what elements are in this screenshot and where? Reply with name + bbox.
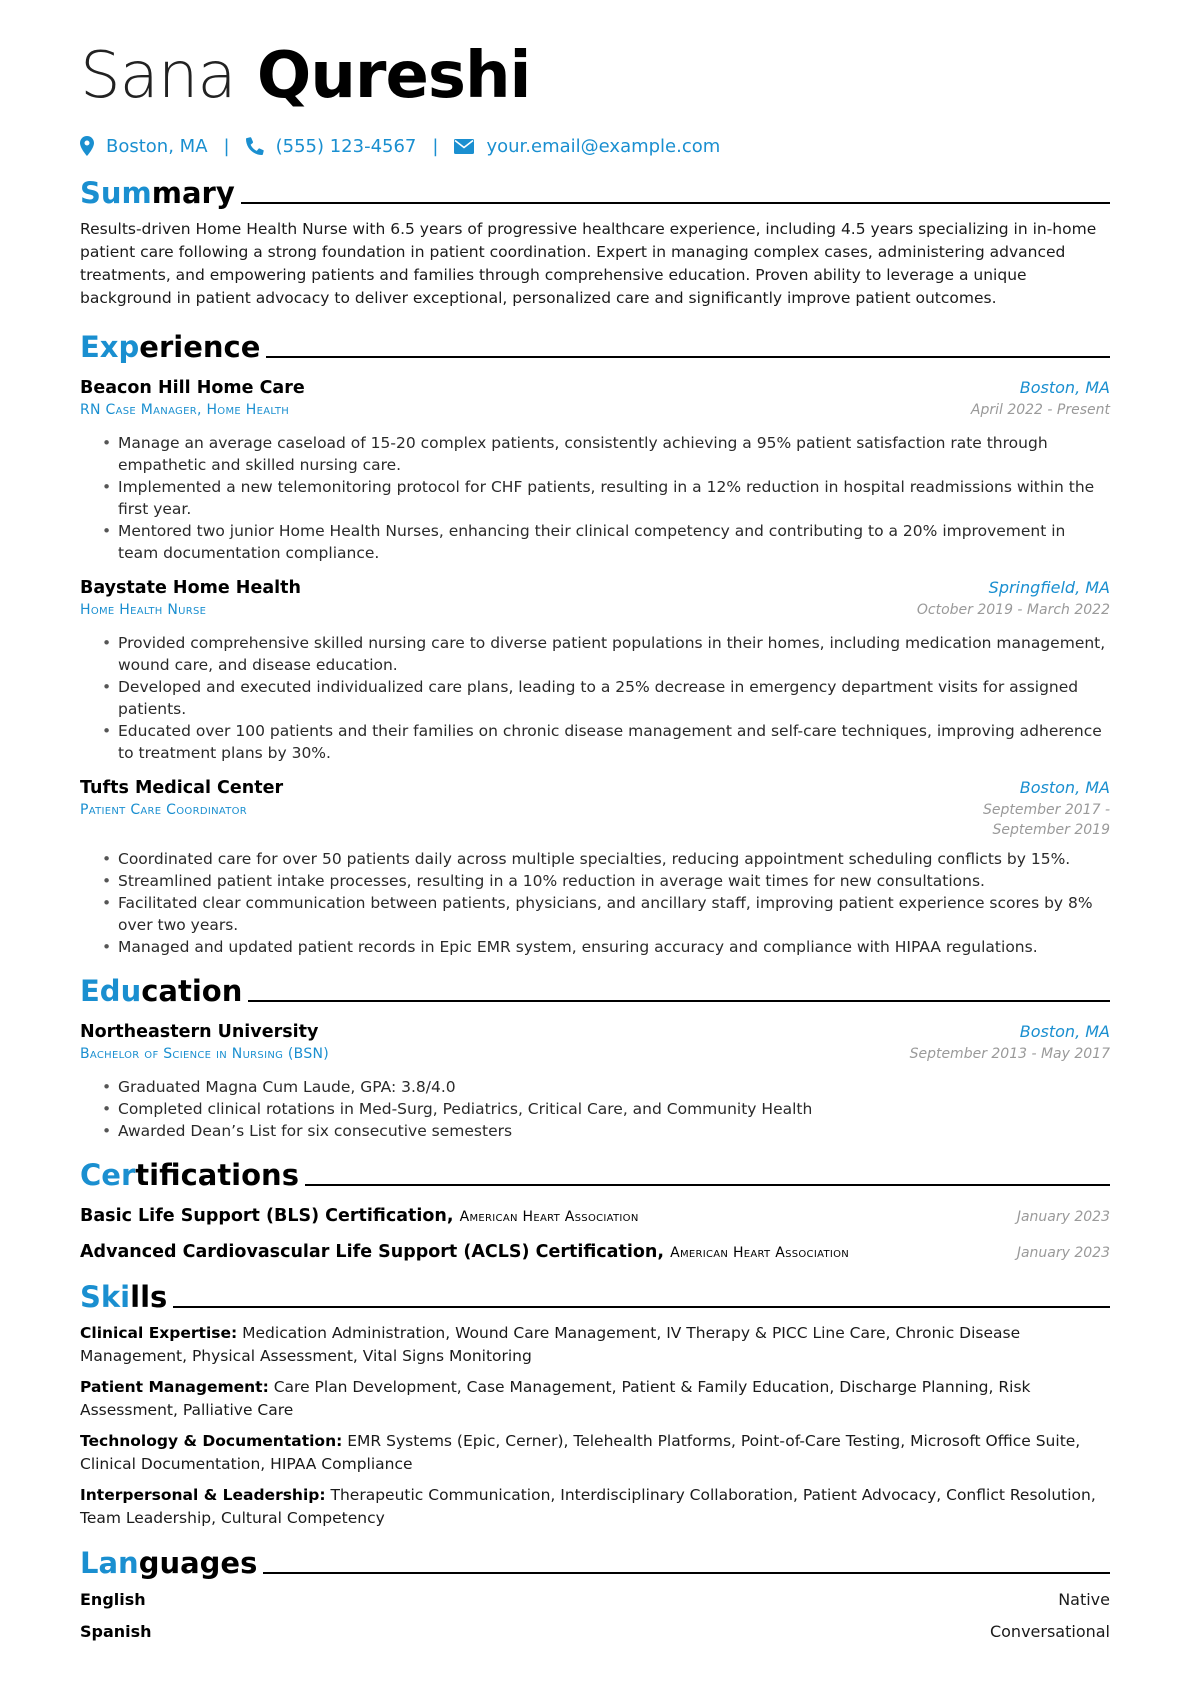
bullet-item: • Manage an average caseload of 15-20 complex patients, consistently achieving a 95% patient satisfaction rate through empathetic and skilled nursing care. [80, 432, 1110, 476]
section-summary-heading [80, 170, 1110, 210]
language-level: Conversational [989, 1622, 1110, 1641]
comma: , [446, 1206, 460, 1226]
bullet-item: • Educated over 100 patients and their families on chronic disease management and self-care techniques, improving adherence to treatment plans by 30%. [80, 720, 1110, 764]
section-rule [173, 1306, 1110, 1308]
bullet-item: • Managed and updated patient records in Epic EMR system, ensuring accuracy and compliance with HIPAA regulations. [80, 936, 1110, 958]
first-name: Sana [80, 39, 236, 113]
bullet-item: • Awarded Dean’s List for six consecutive semesters [80, 1120, 1110, 1142]
skill-category: Interpersonal & Leadership: [80, 1486, 326, 1504]
certification-issuer: American Heart Association [670, 1245, 850, 1261]
employer-name: Tufts Medical Center [80, 778, 284, 798]
bullet-item: • Graduated Magna Cum Laude, GPA: 3.8/4.0 [80, 1076, 1110, 1098]
phone-text[interactable]: (555) 123-4567 [275, 135, 417, 157]
job-location: Boston, MA [1019, 378, 1110, 397]
education-dates: September 2013 - May 2017 [909, 1046, 1110, 1062]
education-entry [80, 1020, 1110, 1142]
job-location: Boston, MA [1019, 778, 1110, 797]
section-title: Languages [80, 1546, 258, 1580]
section-experience-heading [80, 324, 1110, 364]
education-bullets [80, 1076, 1110, 1142]
school-name: Northeastern University [80, 1022, 319, 1042]
certification-date: January 2023 [1016, 1245, 1110, 1261]
certification-name: Advanced Cardiovascular Life Support (ACLS) Certification [80, 1242, 658, 1262]
bullet-item: • Facilitated clear communication between patients, physicians, and ancillary staff, improving patient experience scores by 8% over two years. [80, 892, 1110, 936]
certification-name: Basic Life Support (BLS) Certification [80, 1206, 447, 1226]
job-entry [80, 776, 1110, 958]
comma: , [657, 1242, 671, 1262]
last-name: Qureshi [256, 39, 531, 113]
skill-list: Therapeutic Communication, Interdisciplinary Collaboration, Patient Advocacy, Conflict Resolution, Team Leadership, Cultural Competency [80, 1486, 1096, 1527]
skill-list: EMR Systems (Epic, Cerner), Telehealth Platforms, Point-of-Care Testing, Microsoft Office Suite, Clinical Documentation, HIPAA Compliance [80, 1432, 1081, 1473]
certification-item [80, 1204, 1110, 1228]
contact-phone[interactable] [246, 136, 417, 157]
section-certifications-heading [80, 1152, 1110, 1192]
bullet-item: • Developed and executed individualized care plans, leading to a 25% decrease in emergency department visits for assigned patients. [80, 676, 1110, 720]
contact-separator: | [432, 135, 439, 157]
section-title: Summary [80, 176, 235, 210]
job-bullets [80, 848, 1110, 958]
bullet-item: • Coordinated care for over 50 patients daily across multiple specialties, reducing appointment scheduling conflicts by 15%. [80, 848, 1110, 870]
job-bullets [80, 432, 1110, 564]
bullet-item: • Mentored two junior Home Health Nurses, enhancing their clinical competency and contributing to a 20% improvement in team documentation compliance. [80, 520, 1110, 564]
contact-location [80, 136, 208, 157]
skill-category: Patient Management: [80, 1378, 269, 1396]
section-title: Certifications [80, 1158, 299, 1192]
contact-email[interactable] [454, 136, 720, 157]
email-link[interactable]: your.email@example.com [486, 135, 721, 157]
skill-list: Medication Administration, Wound Care Management, IV Therapy & PICC Line Care, Chronic Disease Management, Physical Assessment, Vital Signs Monitoring [80, 1324, 1021, 1365]
language-name: Spanish [80, 1622, 152, 1641]
skill-category: Technology & Documentation: [80, 1432, 343, 1450]
contact-bar [80, 132, 1110, 160]
bullet-item: • Completed clinical rotations in Med-Surg, Pediatrics, Critical Care, and Community Health [80, 1098, 1110, 1120]
section-rule [241, 202, 1110, 204]
bullet-item: • Provided comprehensive skilled nursing care to diverse patient populations in their homes, including medication management, wound care, and disease education. [80, 632, 1110, 676]
job-title: Patient Care Coordinator [80, 802, 248, 818]
degree-title: Bachelor of Science in Nursing (BSN) [80, 1046, 330, 1062]
skill-group [80, 1484, 1110, 1530]
job-title: Home Health Nurse [80, 602, 207, 618]
job-dates: September 2017 - September 2019 [983, 802, 1110, 838]
section-education-heading [80, 968, 1110, 1008]
contact-separator: | [223, 135, 230, 157]
location-text: Boston, MA [106, 135, 208, 157]
job-bullets [80, 632, 1110, 764]
job-entry [80, 576, 1110, 764]
employer-name: Beacon Hill Home Care [80, 378, 305, 398]
phone-icon [246, 137, 264, 155]
job-title: RN Case Manager, Home Health [80, 402, 290, 418]
candidate-name [80, 36, 1110, 116]
bullet-item: • Implemented a new telemonitoring protocol for CHF patients, resulting in a 12% reduction in hospital readmissions within the first year. [80, 476, 1110, 520]
section-rule [263, 1572, 1110, 1574]
section-title: Skills [80, 1280, 168, 1314]
language-name: English [80, 1590, 146, 1609]
certification-date: January 2023 [1016, 1209, 1110, 1225]
section-title: Experience [80, 330, 261, 364]
skill-group [80, 1430, 1110, 1476]
job-entry [80, 376, 1110, 564]
skill-category: Clinical Expertise: [80, 1324, 238, 1342]
employer-name: Baystate Home Health [80, 578, 301, 598]
language-item [80, 1620, 1110, 1644]
school-location: Boston, MA [1019, 1022, 1110, 1041]
bullet-item: • Streamlined patient intake processes, resulting in a 10% reduction in average wait times for new consultations. [80, 870, 1110, 892]
language-level: Native [1058, 1590, 1110, 1609]
language-item [80, 1588, 1110, 1612]
skill-group [80, 1322, 1110, 1368]
section-rule [248, 1000, 1110, 1002]
skill-list: Care Plan Development, Case Management, Patient & Family Education, Discharge Planning, Risk Assessment, Palliative Care [80, 1378, 1031, 1419]
map-pin-icon [80, 136, 94, 156]
envelope-icon [454, 139, 474, 154]
section-rule [305, 1184, 1110, 1186]
section-rule [266, 356, 1110, 358]
section-skills-heading [80, 1274, 1110, 1314]
summary-text: Results-driven Home Health Nurse with 6.5 years of progressive healthcare experience, including 4.5 years specializing in in-home patient care following a strong foundation in patient coordination. Expert in managing complex cases, administering advanced treatments, and empowering patients and families through comprehensive education. Proven ability to leverage a unique background in patient advocacy to deliver exceptional, personalized care and significantly improve patient outcomes. [80, 220, 1097, 307]
section-title: Education [80, 974, 243, 1008]
job-location: Springfield, MA [988, 578, 1110, 597]
job-dates: October 2019 - March 2022 [916, 602, 1110, 618]
certification-issuer: American Heart Association [459, 1209, 639, 1225]
skill-group [80, 1376, 1110, 1422]
job-dates: April 2022 - Present [970, 402, 1110, 418]
certification-item [80, 1240, 1110, 1264]
section-languages-heading [80, 1540, 1110, 1580]
